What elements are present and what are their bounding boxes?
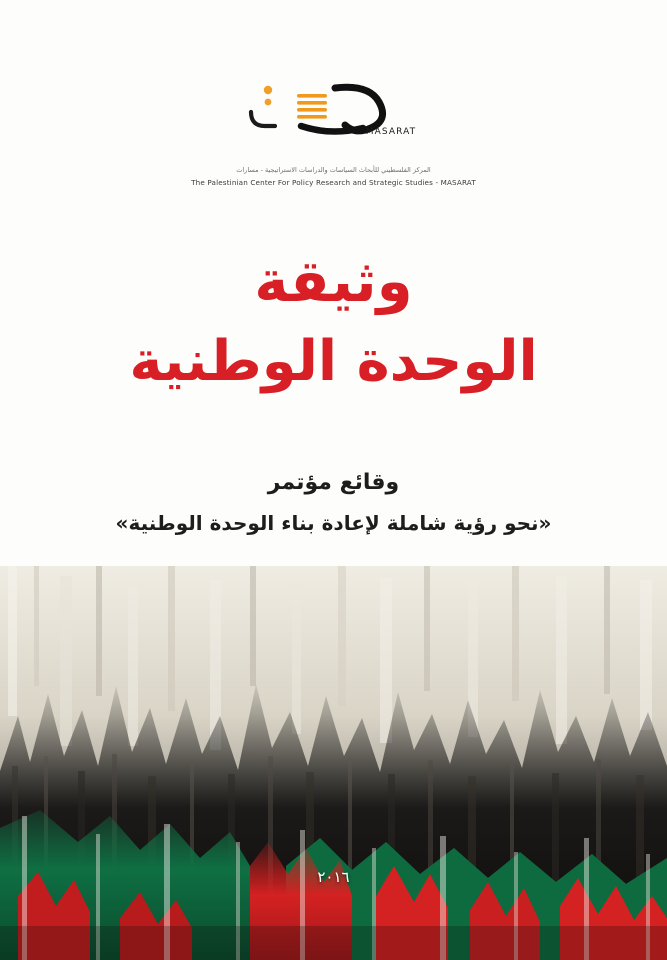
title-line-2: الوحدة الوطنية — [129, 329, 538, 395]
title-line-1: وثيقة — [254, 247, 413, 315]
cover-subtitle — [0, 462, 667, 542]
masarat-logo-icon — [239, 78, 429, 152]
cover-artwork — [0, 566, 667, 960]
cover-title — [0, 240, 667, 402]
subtitle-line-1: وقائع مؤتمر — [267, 470, 400, 495]
subtitle-line-2: «نحو رؤية شاملة لإعادة بناء الوحدة الوطنية» — [115, 510, 552, 535]
svg-text:MASARAT: MASARAT — [365, 127, 416, 137]
publication-year: ٢٠١٦ — [317, 868, 350, 886]
logo-caption-arabic: المركز الفلسطيني للأبحاث السياسات والدراسات الاستراتيجية - مسارات — [236, 166, 431, 174]
publisher-logo-block — [0, 78, 667, 187]
logo-caption-english: The Palestinian Center For Policy Research and Strategic Studies - MASARAT — [191, 177, 476, 187]
